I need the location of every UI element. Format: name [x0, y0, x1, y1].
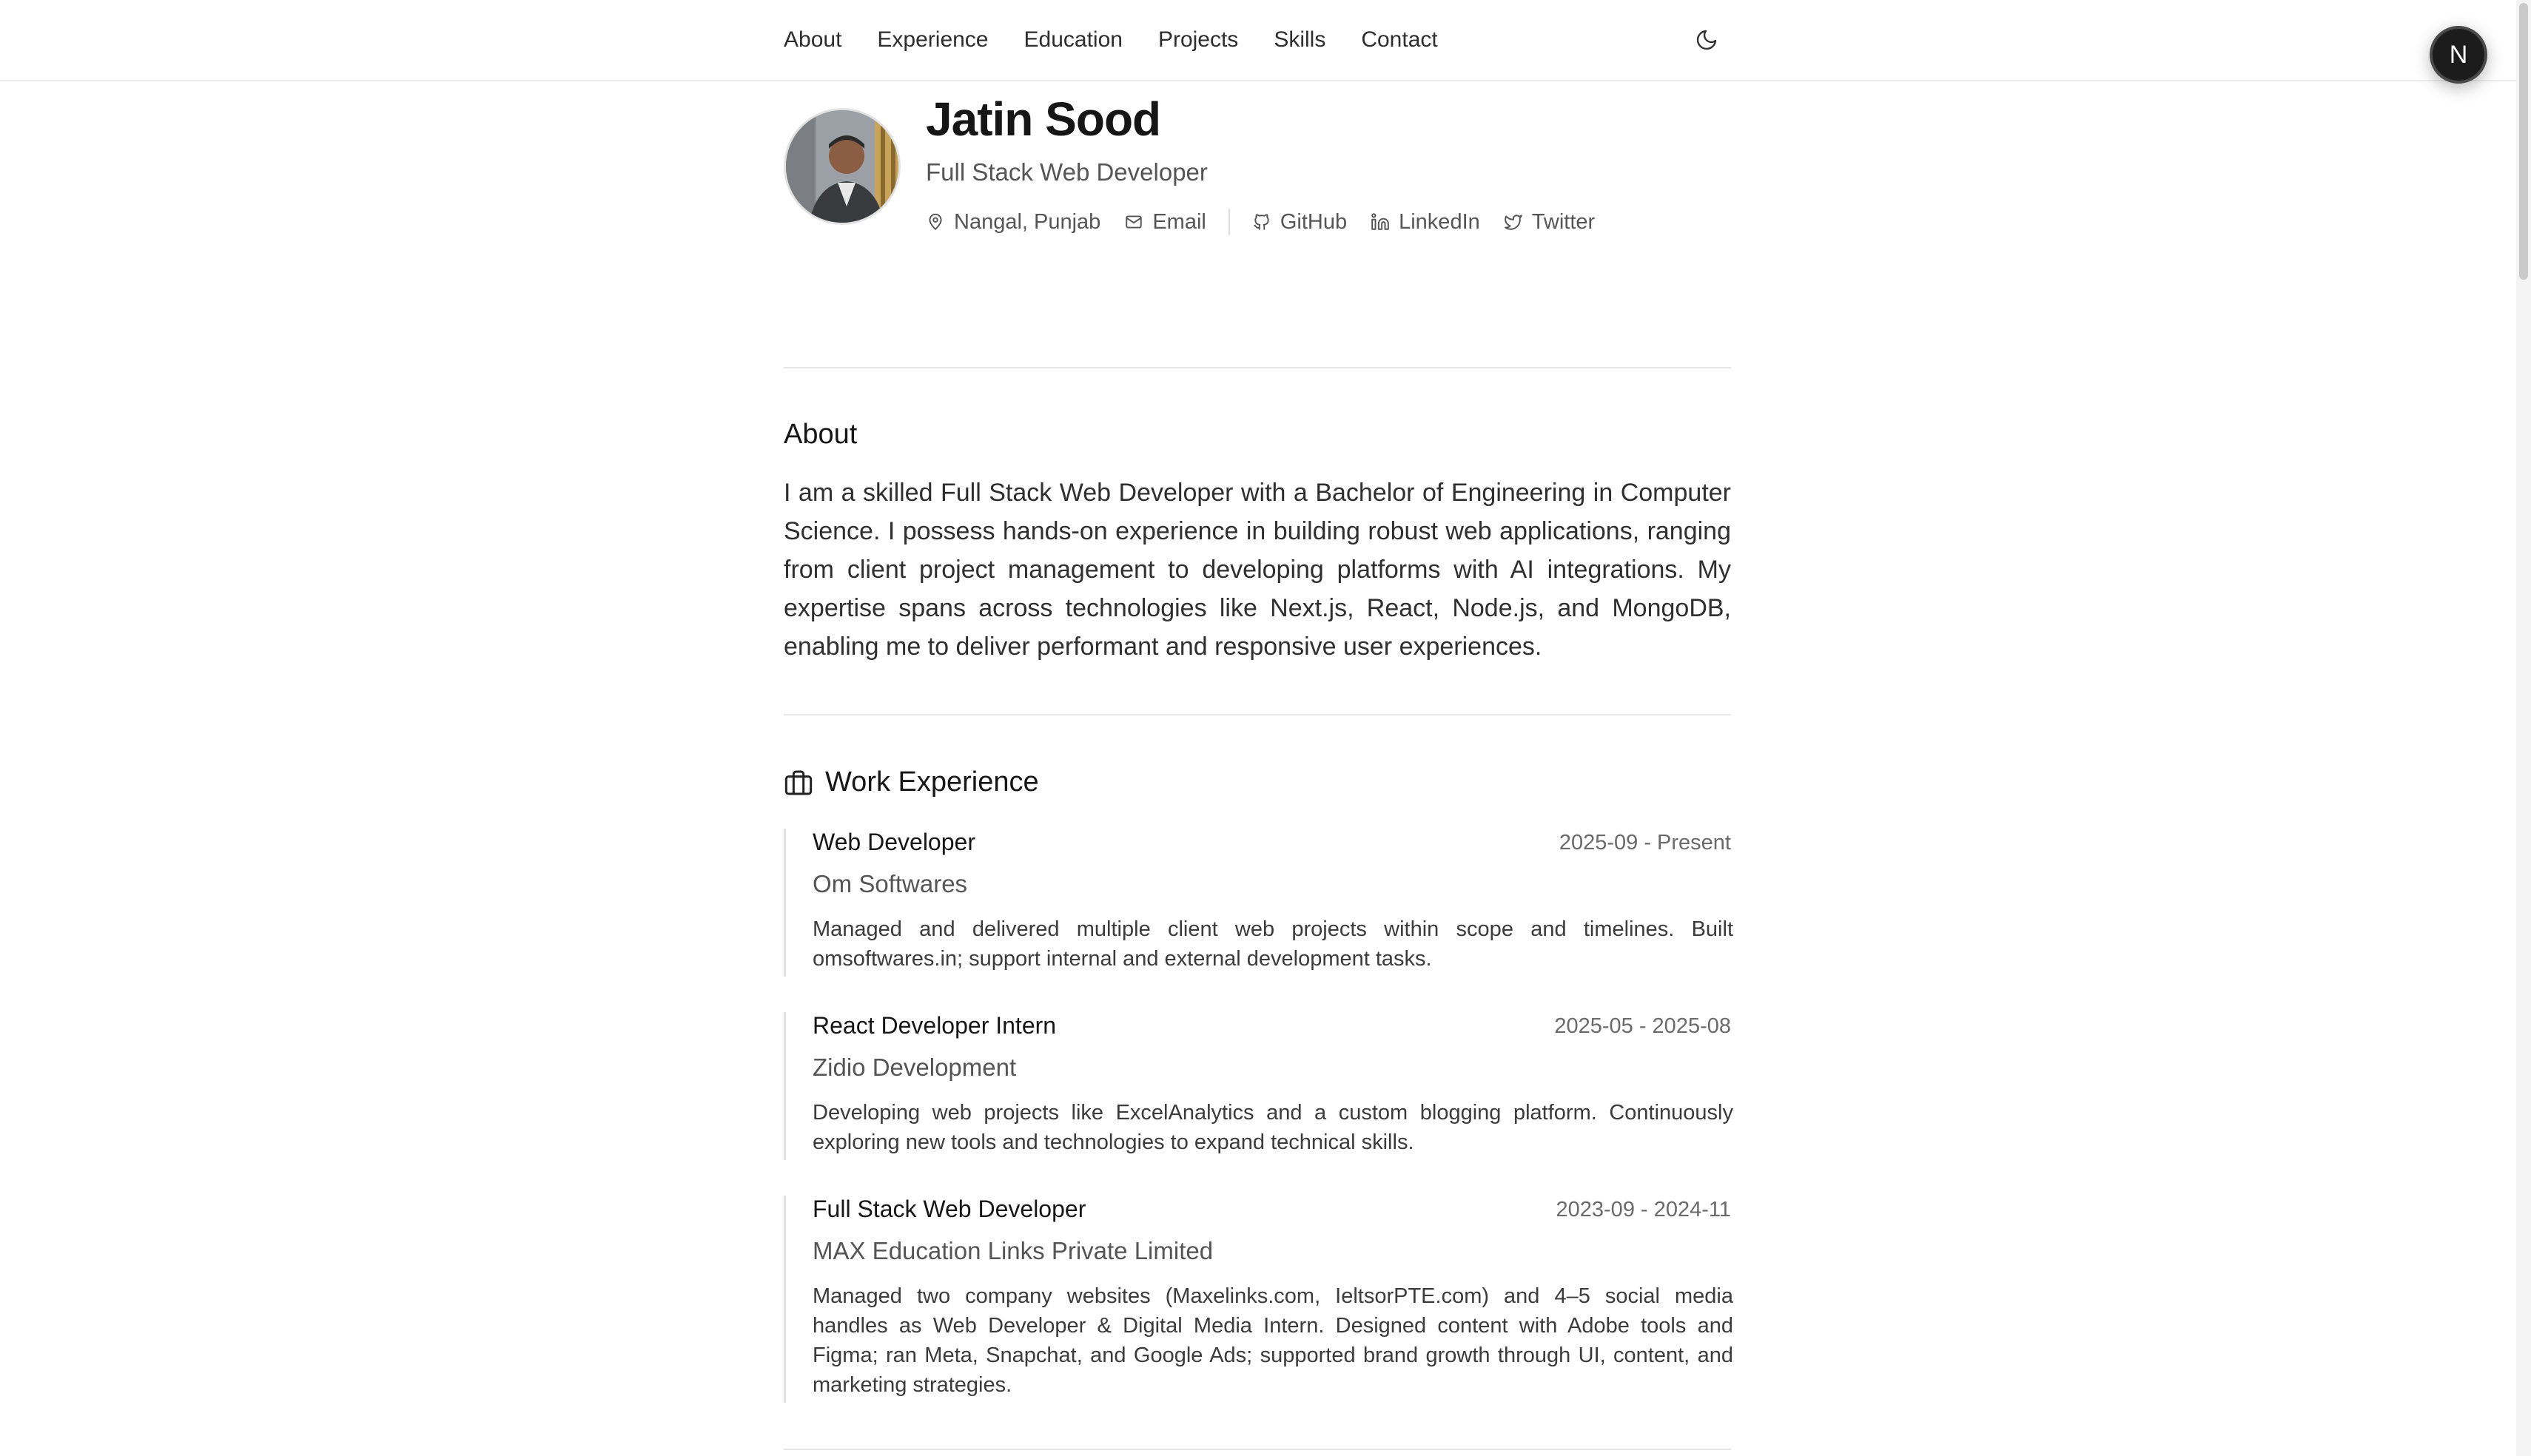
- nav-link-projects[interactable]: Projects: [1157, 27, 1239, 52]
- about-divider: [784, 714, 1731, 715]
- profile-meta: [926, 207, 1595, 237]
- briefcase-icon: [784, 768, 813, 798]
- job-title: Full Stack Web Developer: [813, 1196, 1086, 1222]
- job-description: Developing web projects like ExcelAnalytics and a custom blogging platform. Continuously exploring new tools and technologies to expand technical skills.: [813, 1101, 1733, 1154]
- avatar-letter: N: [2449, 40, 2468, 69]
- nav-link-about[interactable]: About: [784, 27, 842, 52]
- header-divider: [784, 367, 1731, 368]
- mail-icon: [1124, 212, 1143, 232]
- email-link[interactable]: [1124, 210, 1206, 235]
- linkedin-link[interactable]: [1371, 210, 1480, 235]
- profile-photo: [784, 108, 901, 225]
- linkedin-icon: [1371, 212, 1390, 232]
- location: [926, 210, 1100, 235]
- job-title: React Developer Intern: [813, 1012, 1057, 1039]
- about-heading: About: [784, 419, 858, 450]
- nav-link-skills[interactable]: Skills: [1274, 27, 1326, 52]
- email-label: Email: [1152, 209, 1206, 234]
- github-label: GitHub: [1280, 209, 1348, 234]
- profile-photo-image: [786, 110, 901, 225]
- job-description: Managed two company websites (Maxelinks.com, IeltsorPTE.com) and 4–5 social media handles as Web Developer & Digital Media Intern. Designed content with Adobe tools and Figma; ran Meta, Snapchat, and Google Ads; supported brand growth through UI, content, and marketing strategies.: [813, 1284, 1733, 1397]
- profile-name: Jatin Sood: [926, 92, 1161, 146]
- job-item: [784, 1196, 1731, 1403]
- job-company: Om Softwares: [813, 870, 968, 897]
- job-date: 2025-09 - Present: [1559, 831, 1731, 855]
- scrollbar-thumb[interactable]: [2519, 3, 2528, 280]
- job-date: 2023-09 - 2024-11: [1556, 1198, 1731, 1221]
- meta-divider: [1228, 209, 1230, 235]
- about-text: I am a skilled Full Stack Web Developer with a Bachelor of Engineering in Computer Science. I possess hands-on experience in building robust web applications, ranging from client project management to developing platforms with AI integrations. My expertise spans across technologies like Next.js, React, Node.js, and MongoDB, enabling me to deliver performant and responsive user experiences.: [784, 479, 1731, 661]
- nav-link-experience[interactable]: Experience: [877, 27, 989, 52]
- twitter-icon: [1504, 212, 1523, 232]
- twitter-link[interactable]: [1504, 210, 1595, 235]
- work-experience-title: Work Experience: [825, 766, 1039, 798]
- job-description: Managed and delivered multiple client web projects within scope and timelines. Built omsoftwares.in; support internal and external development tasks.: [813, 917, 1733, 971]
- location-text: Nangal, Punjab: [954, 209, 1101, 234]
- work-divider: [784, 1449, 1731, 1450]
- profile-role: Full Stack Web Developer: [926, 158, 1208, 186]
- linkedin-label: LinkedIn: [1399, 209, 1480, 234]
- job-item: [784, 1012, 1731, 1160]
- map-pin-icon: [926, 212, 945, 232]
- job-company: MAX Education Links Private Limited: [813, 1237, 1214, 1264]
- github-icon: [1252, 212, 1271, 232]
- main-content: [784, 0, 1731, 1456]
- nav-link-contact[interactable]: Contact: [1361, 27, 1438, 52]
- job-item: [784, 829, 1731, 977]
- user-avatar-button[interactable]: [2430, 26, 2487, 84]
- twitter-label: Twitter: [1531, 209, 1596, 234]
- job-date: 2025-05 - 2025-08: [1554, 1014, 1731, 1038]
- nav-link-education[interactable]: Education: [1024, 27, 1123, 52]
- job-company: Zidio Development: [813, 1054, 1017, 1081]
- github-link[interactable]: [1252, 210, 1347, 235]
- job-title: Web Developer: [813, 829, 975, 855]
- work-experience-heading: [784, 766, 1039, 798]
